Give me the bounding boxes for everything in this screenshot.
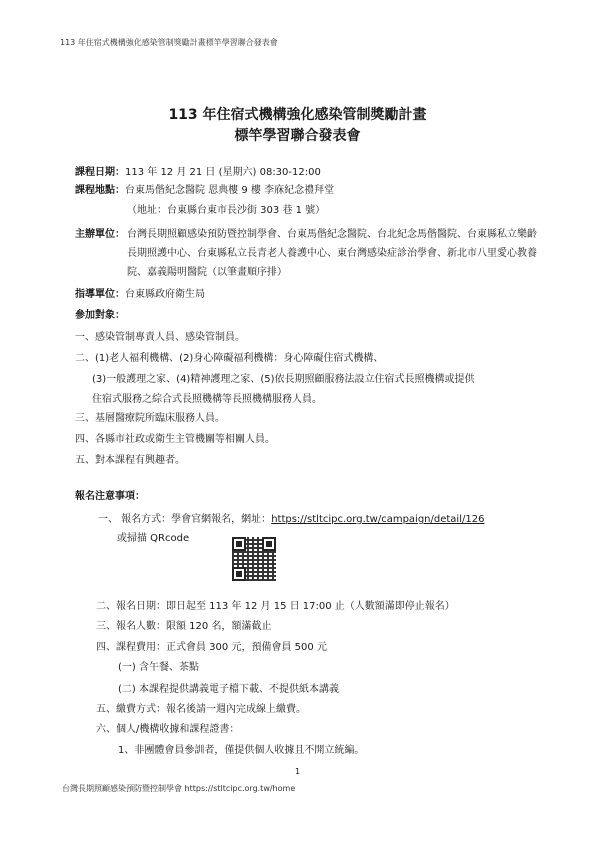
- registration-label: 報名注意事項：: [75, 491, 145, 502]
- registration-item: 四、課程費用：正式會員 300 元，預備會員 500 元: [96, 642, 327, 653]
- registration-method-row: [98, 513, 484, 527]
- page-subtitle: 標竿學習聯合發表會: [234, 128, 361, 144]
- registration-item: 六、個人/機構收據和課程證書：: [96, 724, 240, 735]
- page-number: 1: [294, 767, 301, 776]
- course-date-row: [75, 166, 321, 180]
- participant-item: 四、各縣市社政或衛生主管機關等相關人員。: [75, 434, 275, 445]
- supervisor-value: 台東縣政府衛生局: [125, 289, 205, 300]
- page-footer: 台灣長期照顧感染預防暨控制學會 https://stltcipc.org.tw/home: [62, 784, 296, 793]
- course-date-value: 113 年 12 月 21 日 (星期六) 08:30-12:00: [125, 167, 321, 178]
- registration-method-prefix: 一、 報名方式：學會官網報名，網址：: [98, 514, 272, 525]
- registration-subitem: (一) 含午餐、茶點: [118, 662, 199, 673]
- participant-item: 住宿式服務之綜合式長照機構等長照機構服務人員。: [92, 394, 322, 405]
- registration-link[interactable]: https://stltcipc.org.tw/campaign/detail/126: [271, 514, 485, 525]
- qrcode-caption: 或掃描 QRcode: [117, 533, 190, 544]
- registration-subitem: (二) 本課程提供講義電子檔下載、不提供紙本講義: [118, 684, 339, 695]
- participant-item: 二、(1)老人福利機構、(2)身心障礙福利機構：身心障礙住宿式機構、: [75, 353, 384, 364]
- participant-item: 三、基層醫療院所臨床服務人員。: [75, 413, 225, 424]
- organizer-row: [75, 225, 545, 282]
- organizer-label: 主辦單位：: [75, 229, 125, 240]
- qr-code-icon[interactable]: [232, 537, 276, 581]
- registration-item: 二、報名日期：即日起至 113 年 12 月 15 日 17:00 止（人數額滿即停止報名）: [96, 601, 455, 612]
- organizer-value: 台灣長期照顧感染預防暨控制學會、台東馬偕紀念醫院、台北紀念馬偕醫院、台東縣私立樂齡長期照護中心、台東縣私立長青老人養護中心、東台灣感染症診治學會、新北市八里愛心教養院、嘉義陽明醫院（以筆畫順序排）: [127, 229, 537, 278]
- supervisor-row: [75, 288, 205, 302]
- registration-subitem: 1、非團體會員參訓者，僅提供個人收據且不開立統編。: [118, 745, 365, 756]
- participant-item: (3)一般護理之家、(4)精神護理之家、(5)依長期照顧服務法設立住宿式長照機構或提供: [92, 374, 475, 385]
- course-address: （地址：台東縣台東市長沙街 303 巷 1 號）: [127, 205, 326, 216]
- course-venue-label: 課程地點：: [75, 185, 125, 196]
- course-venue-row: [75, 184, 334, 198]
- page-title: 113 年住宿式機構強化感染管制獎勵計畫: [168, 107, 427, 123]
- participant-item: 五、對本課程有興趣者。: [75, 455, 185, 466]
- supervisor-label: 指導單位：: [75, 289, 125, 300]
- registration-item: 五、繳費方式：報名後請一週內完成線上繳費。: [96, 704, 306, 715]
- participant-item: 一、感染管制專責人員、感染管制員。: [75, 332, 245, 343]
- registration-item: 三、報名人數：限額 120 名，額滿截止: [96, 621, 272, 632]
- course-date-label: 課程日期：: [75, 167, 125, 178]
- course-venue-value: 台東馬偕紀念醫院 恩典樓 9 樓 李庥紀念禮拜堂: [125, 185, 335, 196]
- participants-label: 參加對象：: [75, 310, 125, 321]
- running-header: 113 年住宿式機構強化感染管制獎勵計畫標竿學習聯合發表會: [60, 38, 278, 47]
